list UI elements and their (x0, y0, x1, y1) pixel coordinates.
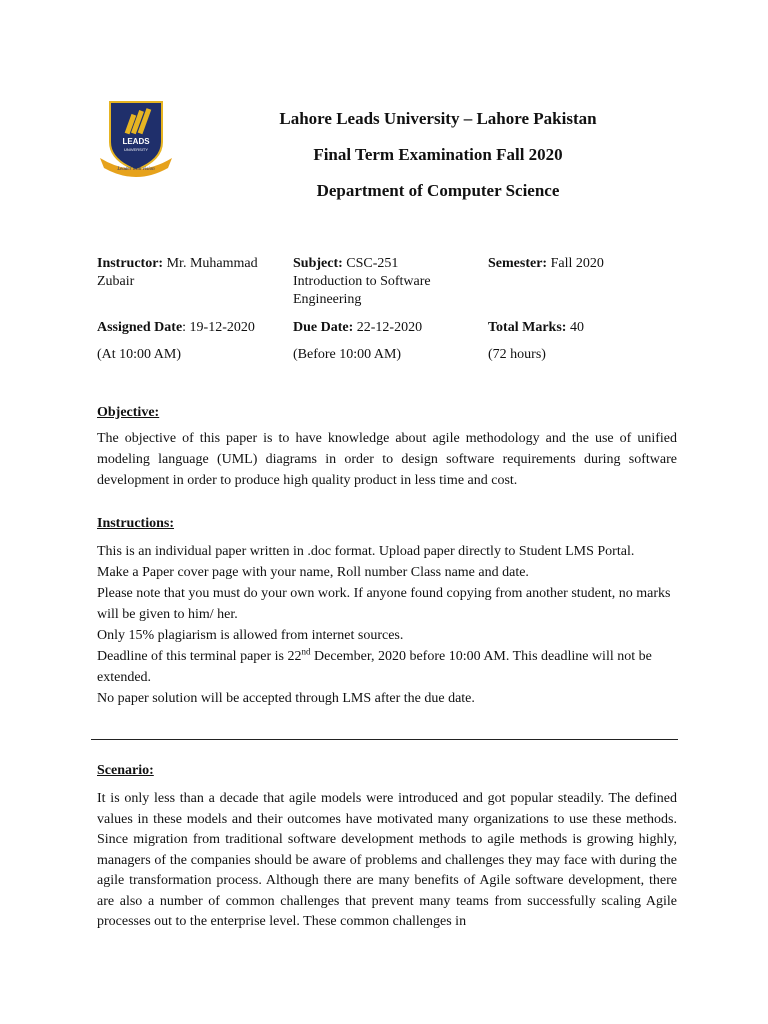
instructions-heading: Instructions: (97, 516, 175, 531)
exam-title: Final Term Examination Fall 2020 (313, 145, 563, 164)
logo-name-text: LEADS (122, 137, 150, 146)
shield-logo-icon (96, 98, 176, 178)
objective-heading: Objective: (97, 405, 160, 420)
instruction-item: This is an individual paper written in .doc format. Upload paper directly to Student LMS Portal. (97, 544, 635, 559)
instructor-label: Instructor: (97, 256, 164, 271)
marks-value: 40 (569, 320, 584, 335)
logo-sub-text: UNIVERSITY (123, 147, 149, 152)
instructor-cell (97, 255, 282, 291)
university-title: Lahore Leads University – Lahore Pakistan (279, 109, 597, 128)
deadline-sup: nd (301, 646, 311, 657)
instructions-list (97, 541, 682, 709)
instruction-item: Make a Paper cover page with your name, Roll number Class name and date. (97, 565, 529, 580)
instruction-item: Please note that you must do your own work. If anyone found copying from another student, no marks will be given to him/ her. (97, 586, 671, 622)
due-value: 22-12-2020 (356, 320, 423, 335)
semester-value: Fall 2020 (550, 256, 604, 271)
marks-note: (72 hours) (488, 347, 546, 362)
due-label: Due Date: (293, 320, 354, 335)
assigned-time: (At 10:00 AM) (97, 347, 181, 362)
assigned-date-cell (97, 319, 282, 337)
section-divider (91, 739, 678, 740)
instruction-item: No paper solution will be accepted through LMS after the due date. (97, 691, 475, 706)
instruction-item: Only 15% plagiarism is allowed from internet sources. (97, 628, 404, 643)
university-logo (96, 98, 176, 178)
due-time: (Before 10:00 AM) (293, 347, 402, 362)
subject-cell (293, 255, 473, 309)
subject-code: CSC-251 (346, 256, 399, 271)
logo-motto-text: Leader with vision (117, 167, 155, 172)
subject-name: Introduction to Software Engineering (293, 274, 431, 307)
department-title: Department of Computer Science (316, 181, 560, 200)
due-date-cell (293, 319, 473, 337)
scenario-heading: Scenario: (97, 763, 154, 778)
instruction-deadline (97, 646, 682, 688)
objective-text: The objective of this paper is to have knowledge about agile methodology and the use of unified modeling language (UML) diagrams in order to design software requirements during software development in order to produce high quality product in less time and cost. (97, 431, 677, 488)
assigned-label: Assigned Date (97, 320, 183, 335)
semester-label: Semester: (488, 256, 548, 271)
deadline-post: December, 2020 before 10:00 AM. This deadline will not be extended. (97, 649, 652, 685)
semester-cell (488, 255, 678, 273)
total-marks-cell (488, 319, 678, 337)
marks-label: Total Marks: (488, 320, 567, 335)
scenario-text: It is only less than a decade that agile models were introduced and got popular steadily. The defined values in these models and their outcomes have motivated many organizations to use these methods. Since migration from traditional software development methods to agile methods is growing highly, managers of the companies should be aware of problems and challenges they may face with during the agile transformation process. Although there are many benefits of Agile software development, there are also a number of common challenges that prevent many teams from successfully scaling Agile processes out to the enterprise level. These common challenges in (97, 791, 677, 929)
instructor-value: Mr. Muhammad Zubair (97, 256, 258, 289)
assigned-value: : 19-12-2020 (182, 320, 255, 335)
deadline-pre: Deadline of this terminal paper is 22 (97, 649, 302, 664)
subject-label: Subject: (293, 256, 343, 271)
